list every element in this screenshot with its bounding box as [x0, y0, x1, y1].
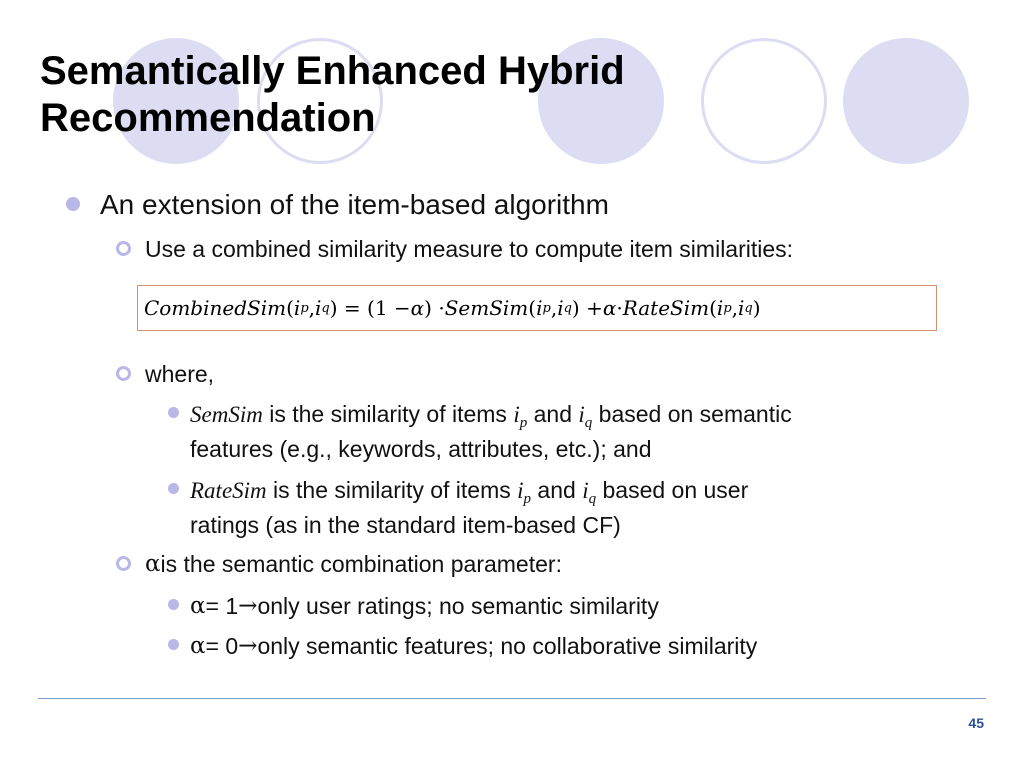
bullet-alpha-zero [168, 633, 757, 660]
formula-iq: i [738, 296, 745, 320]
bullet-semsim [168, 401, 792, 463]
item-p: i [517, 478, 524, 503]
ratesim-text: is the similarity of items [266, 477, 518, 503]
item-q-sub: q [588, 491, 597, 507]
bullet-text: An extension of the item-based algorithm [100, 189, 609, 220]
alpha-one-desc: only user ratings; no semantic similarity [257, 593, 659, 619]
formula-iq: i [557, 296, 564, 320]
bullet-alpha-parameter [116, 551, 562, 578]
footer-divider [38, 698, 986, 699]
formula-ip: i [293, 296, 301, 320]
bullet-where [116, 361, 214, 388]
item-q: i [578, 402, 585, 427]
arrow-right-icon: → [238, 633, 258, 659]
formula-ip: i [716, 296, 724, 320]
bullet-text: where, [145, 361, 215, 387]
formula-lhs: CombinedSim [144, 296, 287, 320]
bullet-dot-icon [168, 483, 179, 494]
arrow-right-icon: → [238, 593, 258, 619]
item-q: i [582, 478, 589, 503]
formula-iq-sub: q [563, 300, 572, 316]
ratesim-term: RateSim [190, 478, 267, 503]
alpha-symbol: α [190, 633, 206, 659]
semsim-text: is the similarity of items [262, 401, 514, 427]
semsim-and: and [527, 401, 579, 427]
bullet-alpha-one [168, 593, 659, 620]
alpha-zero-desc: only semantic features; no collaborative similarity [257, 633, 758, 659]
alpha-zero-value: = 0 [205, 633, 239, 659]
semsim-line-2: features (e.g., keywords, attributes, etc.); and [190, 436, 652, 462]
item-p: i [513, 402, 520, 427]
formula-ip: i [536, 296, 543, 320]
bullet-ring-icon [116, 241, 131, 256]
formula-iq-sub: q [321, 300, 330, 316]
item-p-sub: p [523, 491, 532, 507]
bullet-ring-icon [116, 556, 131, 571]
alpha-one-value: = 1 [205, 593, 239, 619]
slide-title [40, 48, 800, 142]
ratesim-text-end: based on user [596, 477, 749, 503]
bullet-combined-similarity [116, 236, 793, 263]
semsim-text-end: based on semantic [592, 401, 792, 427]
formula-box: CombinedSim ( i p , i q ) = (1 − α ) · SemSim ( i p , i q ) + α · RateSim ( i p , i q ) [137, 285, 937, 331]
slide-title-line-2: Recommendation [40, 96, 376, 140]
formula-alpha: α [602, 296, 617, 320]
bullet-text: Use a combined similarity measure to compute item similarities: [145, 236, 794, 262]
formula-iq: i [315, 296, 322, 320]
formula-ip-sub: p [542, 300, 551, 316]
bullet-text: is the semantic combination parameter: [160, 551, 562, 577]
alpha-symbol: α [145, 551, 161, 577]
ratesim-and: and [531, 477, 583, 503]
bullet-dot-icon [168, 599, 179, 610]
decor-circle-3 [843, 38, 969, 164]
formula-ratesim: RateSim [622, 296, 710, 320]
formula-iq-sub: q [744, 300, 753, 316]
semsim-term: SemSim [190, 402, 263, 427]
formula-alpha: α [410, 296, 425, 320]
formula-ip-sub: p [723, 300, 732, 316]
item-q-sub: q [584, 415, 593, 431]
bullet-dot-icon [168, 639, 179, 650]
bullet-ring-icon [116, 366, 131, 381]
page-number: 45 [968, 715, 984, 731]
bullet-ratesim [168, 477, 748, 539]
slide-title-line-1: Semantically Enhanced Hybrid [40, 49, 625, 93]
alpha-symbol: α [190, 593, 206, 619]
formula-ip-sub: p [300, 300, 309, 316]
formula-semsim: SemSim [444, 296, 529, 320]
ratesim-line-2: ratings (as in the standard item-based CF) [190, 512, 621, 538]
bullet-item-based-extension [66, 189, 609, 221]
item-p-sub: p [519, 415, 528, 431]
bullet-dot-icon [66, 197, 80, 211]
bullet-dot-icon [168, 407, 179, 418]
